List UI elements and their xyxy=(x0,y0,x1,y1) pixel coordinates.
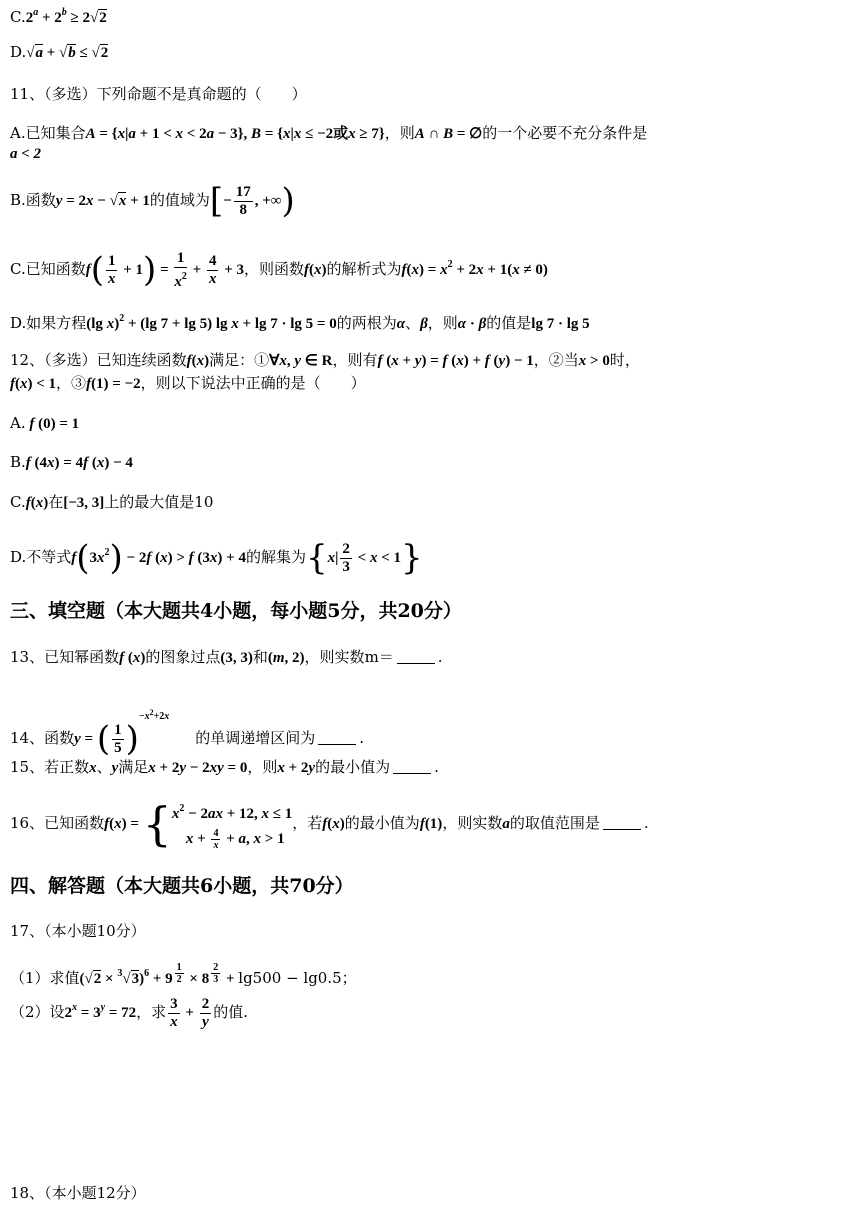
option-11b: B.函数y = 2x − √x + 1的值域为[− $\frac{17}{8}$ , +∞) xyxy=(10,181,295,221)
answer-blank-15[interactable] xyxy=(393,759,431,774)
section-3-heading: 三、填空题（本大题共4小题，每小题5分，共20分） xyxy=(10,600,462,622)
section-4-heading: 四、解答题（本大题共6小题，共70分） xyxy=(10,875,354,897)
option-10d: D.√a + √b ≤ √2 xyxy=(10,43,109,61)
question-16: 16、已知函数f(x) = { $x^2 - 2ax + 12$, x ≤ 1 x + $\frac{4}{x}$ + a, x > 1 ，若f(x)的最小值为f(1)，则实数a的取值范围是 . xyxy=(10,797,649,851)
option-12b: B.f (4x) = 4f (x) − 4 xyxy=(10,453,133,471)
question-14: 14、函数y = ( $\frac{1}{5}$ )$^{-x^2+2x}$的单调递增区间为 . xyxy=(10,708,365,759)
question-15: 15、若正数x、y满足x + 2y − 2xy = 0，则x + 2y的最小值为 . xyxy=(10,758,439,776)
answer-blank-13[interactable] xyxy=(397,649,435,664)
option-11a: A.已知集合A = {x|a + 1 < x < 2a − 3}, B = {x|x ≤ −2或x ≥ 7}，则A ∩ B = ∅的一个必要不充分条件是 xyxy=(10,124,648,142)
option-11d: D.如果方程(lg x)$^2$ + (lg 7 + lg 5) lg x + lg 7 · lg 5 = 0的两根为α、β，则α · β的值是lg 7 · lg 5 xyxy=(10,313,590,332)
question-17-stem: 17、（本小题10分） xyxy=(10,922,146,940)
question-17-part2: （2）设$2^x = 3^y = 72$，求 $\frac{3}{x}$ + $\frac{2}{y}$ 的值. xyxy=(10,995,248,1030)
option-12d: D.不等式$f(3x^2) - 2f$ (x) > f (3x) + 4的解集为{x| $\frac{2}{3}$ < x < 1} xyxy=(10,538,423,578)
answer-blank-16[interactable] xyxy=(603,815,641,830)
option-11a-tail: a < 2 xyxy=(10,146,42,162)
answer-blank-14[interactable] xyxy=(318,730,356,745)
question-12-stem: 12、（多选）已知连续函数f(x)满足：①∀x, y ∈ R，则有f (x + y) = f (x) + f (y) − 1，②当x > 0时， xyxy=(10,351,640,369)
question-12-stem-line2: f(x) < 1，③f(1) = −2，则以下说法中正确的是（ ） xyxy=(10,374,366,392)
option-12a: A. f (0) = 1 xyxy=(10,414,80,432)
question-18-stem: 18、（本小题12分） xyxy=(10,1184,146,1202)
option-11c: C.已知函数f( $\frac{1}{x}$ + 1) = $\frac{1}{x^2}$ + $\frac{4}{x}$ + 3，则函数f(x)的解析式为$f(x) = x^2 + 2x + 1(x \ne 0)$ xyxy=(10,249,548,290)
question-17-part1: （1）求值$(√2 \times ^3√3)^6 + 9$ $^{\frac{1}{2}}$ × 8 $^{\frac{2}{3}}$ + lg500 − lg0.5； xyxy=(10,962,357,987)
option-12c: C.f(x)在[−3, 3]上的最大值是10 xyxy=(10,493,214,511)
question-11-stem: 11、（多选）下列命题不是真命题的（ ） xyxy=(10,85,307,103)
question-13: 13、已知幂函数f (x)的图象过点(3, 3)和(m, 2)，则实数m＝ . xyxy=(10,648,443,666)
option-10c: $C.2^a + 2^b \ge 2√2$ xyxy=(10,7,107,26)
